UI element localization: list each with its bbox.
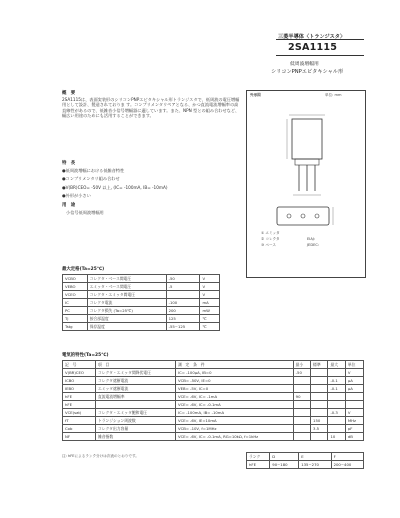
table-cell bbox=[311, 401, 328, 409]
table-cell: 135~270 bbox=[299, 461, 331, 469]
table-cell: μA bbox=[345, 377, 363, 385]
table-cell: IC= -100mA, IB= -10mA bbox=[175, 409, 293, 417]
elec-row bbox=[63, 401, 364, 409]
table-cell bbox=[345, 401, 363, 409]
table-cell: Tstg bbox=[63, 323, 88, 331]
table-cell bbox=[293, 433, 310, 441]
table-cell: 90 bbox=[293, 393, 310, 401]
pin-label: ① エミッタ bbox=[261, 231, 280, 235]
overview-text: 2SA1115は、表面実装形のシリコンPNPエピタキシャル形トランジスタで、低周波の電圧増幅用として設計、製造されておりま す。コンプリメンタリペアとなる、かつ直流電流増幅率の高直線性があるので、低雑音小信号増幅器に適しています。また、NPN 型との組み合わせなど、幅広い用途のためにも活用することができます。 bbox=[62, 97, 240, 119]
elec-row bbox=[63, 377, 364, 385]
table-cell bbox=[311, 409, 328, 417]
table-cell: PC bbox=[63, 307, 88, 315]
table-cell bbox=[328, 417, 345, 425]
subtitle-type: シリコンPNPエピタキシャル形 bbox=[271, 69, 344, 75]
jedec-code: JEDEC: bbox=[307, 243, 320, 247]
table-cell: 項 目 bbox=[95, 361, 175, 369]
table-cell bbox=[311, 385, 328, 393]
table-cell bbox=[311, 393, 328, 401]
max-rating-row bbox=[63, 299, 220, 307]
table-cell: VCE= -6V, IC= -1mA bbox=[175, 393, 293, 401]
table-cell: ランク bbox=[247, 453, 270, 461]
table-cell: IEBO bbox=[63, 385, 96, 393]
table-cell: VEBO bbox=[63, 283, 88, 291]
max-rating-row bbox=[63, 291, 220, 299]
table-cell: コレクタ損失 (Ta=25℃) bbox=[87, 307, 166, 315]
header-rule-2 bbox=[276, 55, 364, 56]
table-cell: pF bbox=[345, 425, 363, 433]
table-cell: D bbox=[270, 453, 299, 461]
rank-table bbox=[246, 452, 364, 469]
max-rating-row bbox=[63, 275, 220, 283]
table-cell: 最大 bbox=[328, 361, 345, 369]
table-cell bbox=[293, 425, 310, 433]
max-ratings-title: 最大定格(Ta=25℃) bbox=[62, 267, 105, 272]
table-cell: 90~180 bbox=[270, 461, 299, 469]
table-cell: VCE= -6V, IC= -0.1mA bbox=[175, 401, 293, 409]
table-cell: ℃ bbox=[200, 315, 220, 323]
table-cell: コレクタ電流 bbox=[87, 299, 166, 307]
table-cell: 測 定 条 件 bbox=[175, 361, 293, 369]
table-cell: 最小 bbox=[293, 361, 310, 369]
table-cell: 200 bbox=[166, 307, 200, 315]
table-cell: V bbox=[345, 409, 363, 417]
table-cell: 125 bbox=[166, 315, 200, 323]
max-rating-row bbox=[63, 323, 220, 331]
elec-row bbox=[63, 409, 364, 417]
table-cell: VCBO bbox=[63, 275, 88, 283]
part-number: 2SA1115 bbox=[288, 42, 338, 53]
table-cell: VCE= -6V, IC= -0.1mA, RG=10kΩ, f=1kHz bbox=[175, 433, 293, 441]
table-cell: ℃ bbox=[200, 323, 220, 331]
table-cell: コレクタ・エミッタ間電圧 bbox=[87, 291, 166, 299]
table-cell: VCE= -6V, IE=10mA bbox=[175, 417, 293, 425]
table-cell: V(BR)CEO bbox=[63, 369, 96, 377]
rank-header-row bbox=[247, 453, 364, 461]
table-cell: -0.1 bbox=[328, 377, 345, 385]
table-cell: mA bbox=[200, 299, 220, 307]
elec-title: 電気的特性(Ta=25℃) bbox=[62, 353, 109, 358]
table-cell bbox=[293, 385, 310, 393]
feature-item: ●V(BR)CEO= -50V 以上, (IC= -100mA, IB= -10mA) bbox=[62, 184, 168, 190]
table-cell: VEB= -5V, IC=0 bbox=[175, 385, 293, 393]
table-cell: hFE bbox=[63, 401, 96, 409]
elec-table bbox=[62, 360, 364, 441]
pin-label: ③ ベース bbox=[261, 243, 276, 247]
table-cell: V bbox=[200, 275, 220, 283]
table-cell: コレクタ・エミッタ飽和電圧 bbox=[95, 409, 175, 417]
table-cell bbox=[293, 409, 310, 417]
table-cell: MHz bbox=[345, 417, 363, 425]
max-ratings-table bbox=[62, 274, 220, 331]
table-cell: 単位 bbox=[345, 361, 363, 369]
table-cell: 200~400 bbox=[331, 461, 363, 469]
table-cell: fT bbox=[63, 417, 96, 425]
table-cell: Cob bbox=[63, 425, 96, 433]
table-cell: エミッタ遮断電流 bbox=[95, 385, 175, 393]
max-rating-row bbox=[63, 283, 220, 291]
table-cell: 直流電流増幅率 bbox=[95, 393, 175, 401]
table-cell: V bbox=[200, 291, 220, 299]
maker-name: 三菱半導体〈トランジスタ〉 bbox=[278, 34, 346, 40]
table-cell: -0.1 bbox=[328, 385, 345, 393]
outline-box bbox=[246, 90, 366, 278]
outline-unit: 単位: mm bbox=[325, 93, 342, 97]
eiaj-code: EIAJ: bbox=[307, 237, 316, 241]
table-cell: IC= -100μA, IB=0 bbox=[175, 369, 293, 377]
table-cell bbox=[166, 291, 200, 299]
max-rating-row bbox=[63, 307, 220, 315]
pin-label: ② コレクタ bbox=[261, 237, 280, 241]
elec-header-row bbox=[63, 361, 364, 369]
table-cell: μA bbox=[345, 385, 363, 393]
table-cell bbox=[293, 377, 310, 385]
table-cell bbox=[311, 369, 328, 377]
table-cell: コレクタ遮断電流 bbox=[95, 377, 175, 385]
table-cell: Tj bbox=[63, 315, 88, 323]
elec-row bbox=[63, 425, 364, 433]
table-cell: 150 bbox=[311, 417, 328, 425]
table-cell: エミッタ・ベース間電圧 bbox=[87, 283, 166, 291]
table-cell: E bbox=[299, 453, 331, 461]
table-cell: F bbox=[331, 453, 363, 461]
table-cell: V bbox=[200, 283, 220, 291]
table-cell bbox=[311, 377, 328, 385]
features-list bbox=[62, 168, 167, 202]
subtitle-application: 低周波増幅用 bbox=[290, 62, 319, 67]
table-cell: ICBO bbox=[63, 377, 96, 385]
table-cell: 3.5 bbox=[311, 425, 328, 433]
table-cell bbox=[328, 369, 345, 377]
table-cell: コレクタ出力容量 bbox=[95, 425, 175, 433]
features-title: 特 長 bbox=[62, 161, 76, 166]
rank-row bbox=[247, 461, 364, 469]
table-cell bbox=[293, 401, 310, 409]
table-cell: NF bbox=[63, 433, 96, 441]
elec-row bbox=[63, 417, 364, 425]
table-cell: -0.3 bbox=[328, 409, 345, 417]
application-text: 小信号低周波増幅用 bbox=[66, 210, 104, 215]
table-cell: -55~125 bbox=[166, 323, 200, 331]
package-outline-drawing bbox=[247, 91, 365, 277]
table-cell: 10 bbox=[328, 433, 345, 441]
table-cell: VCB= -50V, IE=0 bbox=[175, 377, 293, 385]
table-cell bbox=[293, 417, 310, 425]
feature-item: ●低周波増幅における低雑音特性 bbox=[62, 168, 125, 173]
table-cell: VCE(sat) bbox=[63, 409, 96, 417]
table-cell: トランジション周波数 bbox=[95, 417, 175, 425]
table-cell: VCEO bbox=[63, 291, 88, 299]
elec-note: 注: hFEによるランク分けは次表のとおりです。 bbox=[62, 454, 139, 458]
table-cell bbox=[328, 393, 345, 401]
feature-item: ●コンプリメンタリ組み合わせ bbox=[62, 176, 120, 182]
table-cell: コレクタ・エミッタ間降伏電圧 bbox=[95, 369, 175, 377]
table-cell: -50 bbox=[166, 275, 200, 283]
table-cell: 保存温度 bbox=[87, 323, 166, 331]
elec-row bbox=[63, 433, 364, 441]
table-cell bbox=[328, 401, 345, 409]
table-cell bbox=[328, 425, 345, 433]
max-rating-row bbox=[63, 315, 220, 323]
table-cell: コレクタ・ベース間電圧 bbox=[87, 275, 166, 283]
outline-title: 外形図 bbox=[250, 93, 261, 97]
table-cell: IC bbox=[63, 299, 88, 307]
table-cell: -5 bbox=[166, 283, 200, 291]
table-cell bbox=[95, 401, 175, 409]
table-cell: V bbox=[345, 369, 363, 377]
table-cell bbox=[345, 393, 363, 401]
table-cell: hFE bbox=[247, 461, 270, 469]
table-cell: mW bbox=[200, 307, 220, 315]
table-cell: 標準 bbox=[311, 361, 328, 369]
header-rule bbox=[276, 39, 364, 40]
feature-item: ●外形が小さい bbox=[62, 193, 91, 199]
overview-title: 概 要 bbox=[62, 91, 76, 96]
table-cell: -50 bbox=[293, 369, 310, 377]
table-cell: VCB= -10V, f=1MHz bbox=[175, 425, 293, 433]
table-cell: 雑音指数 bbox=[95, 433, 175, 441]
table-cell: 接合部温度 bbox=[87, 315, 166, 323]
elec-row bbox=[63, 393, 364, 401]
table-cell: -100 bbox=[166, 299, 200, 307]
table-cell: 記 号 bbox=[63, 361, 96, 369]
table-cell: hFE bbox=[63, 393, 96, 401]
elec-row bbox=[63, 385, 364, 393]
elec-row bbox=[63, 369, 364, 377]
application-title: 用 途 bbox=[62, 203, 76, 208]
table-cell bbox=[311, 433, 328, 441]
table-cell: dB bbox=[345, 433, 363, 441]
